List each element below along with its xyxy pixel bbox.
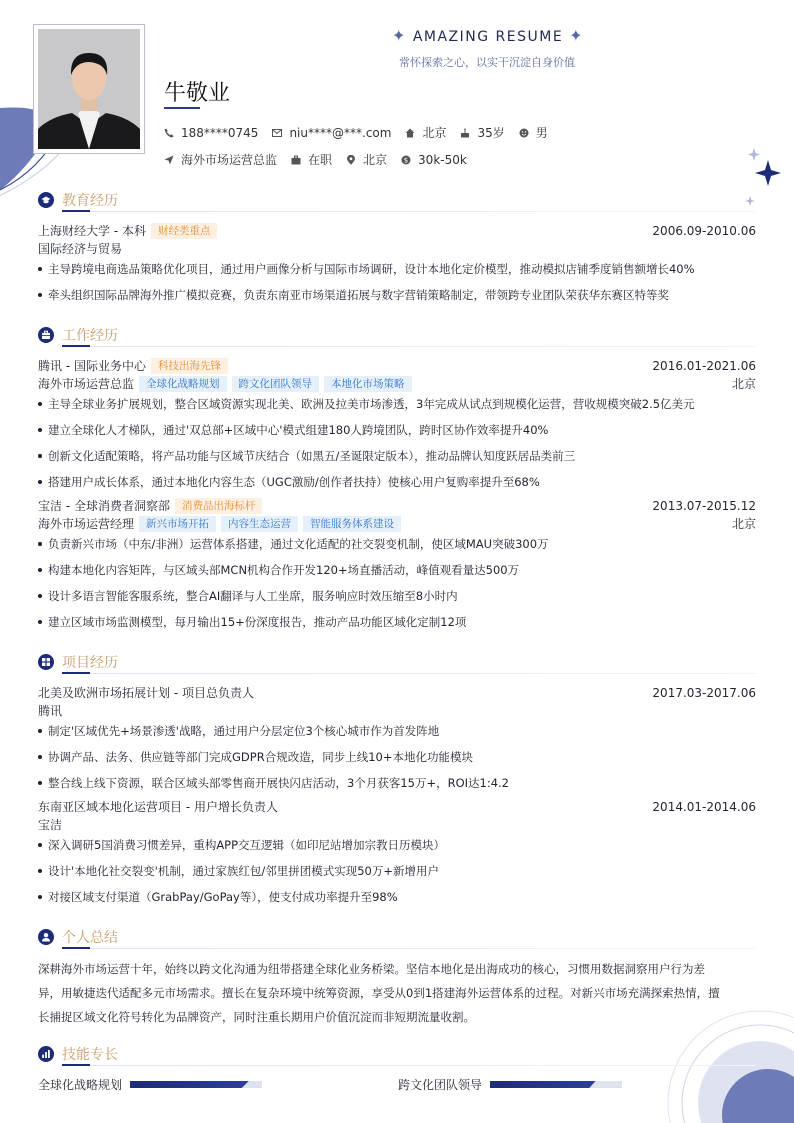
project-period: 2017.03-2017.06 — [652, 685, 756, 700]
target-city-item: 北京 — [346, 151, 387, 168]
project-icon — [38, 654, 54, 670]
section-divider-accent — [62, 672, 90, 674]
section-divider — [62, 1065, 756, 1066]
job-period: 2016.01-2021.06 — [652, 358, 756, 373]
section-divider-accent — [62, 210, 90, 212]
intention-row — [164, 151, 481, 168]
section-divider — [62, 346, 756, 347]
job-role: 海外市场运营经理 — [38, 517, 135, 531]
svg-text:$: $ — [403, 156, 409, 164]
project-bullet: 整合线上线下资源，联合区域头部零售商开展快闪店活动，3个月获客15万+，ROI达1:4.2 — [38, 775, 756, 791]
skill-tag: 跨文化团队领导 — [232, 376, 320, 392]
project-bullet: 协调产品、法务、供应链等部门完成GDPR合规改造，同步上线10+本地化功能模块 — [38, 749, 756, 765]
money-icon — [401, 155, 411, 165]
major-row — [38, 240, 756, 257]
age-item: 35岁 — [460, 124, 504, 141]
skill-item — [38, 1076, 262, 1093]
name-underline — [164, 107, 200, 109]
project-bullet: 制定'区域优先+场景渗透'战略，通过用户分层定位3个核心城市作为首发阵地 — [38, 723, 756, 739]
section-title: 技能专长 — [62, 1047, 118, 1063]
job-bullet: 主导全球业务扩展规划，整合区域资源实现北美、欧洲及拉美市场渗透，3年完成从试点到规模化运营，营收规模突破2.5亿美元 — [38, 396, 756, 412]
work-section-header — [38, 325, 118, 345]
project-org: 宝洁 — [38, 818, 63, 832]
skill-tag: 本地化市场策略 — [324, 376, 412, 392]
location-icon — [346, 155, 356, 165]
job-bullet: 构建本地化内容矩阵，与区域头部MCN机构合作开发120+场直播活动，峰值观看量达500万 — [38, 562, 756, 578]
section-divider-accent — [62, 947, 90, 949]
project-period: 2014.01-2014.06 — [652, 799, 756, 814]
skill-name: 全球化战略规划 — [38, 1078, 123, 1092]
mail-icon — [272, 128, 282, 138]
chart-icon — [38, 1046, 54, 1062]
project-header — [38, 684, 756, 701]
job-bullet: 创新文化适配策略，将产品功能与区域节庆结合（如黑五/圣诞限定版本），推动品牌认知度跃居品类前三 — [38, 448, 756, 464]
job-role: 海外市场运营总监 — [38, 377, 135, 391]
slogan: 常怀探索之心，以实干沉淀自身价值 — [399, 56, 575, 69]
briefcase-icon — [291, 155, 301, 165]
salary-item: $ 30k-50k — [401, 153, 467, 167]
summary-line: 深耕海外市场运营十年，始终以跨文化沟通为纽带搭建全球化业务桥梁。坚信本地化是出海成功的核心，习惯用数据洞察用户行为差 — [38, 962, 705, 976]
phone-icon — [164, 128, 174, 138]
job-location: 北京 — [731, 377, 756, 391]
city-item: 北京 — [405, 124, 446, 141]
company-tag: 科技出海先锋 — [151, 358, 228, 374]
company-tag: 消费品出海标杆 — [175, 498, 263, 514]
section-title: 个人总结 — [62, 930, 118, 946]
skill-level-fill — [130, 1081, 249, 1088]
skill-tag: 全球化战略规划 — [139, 376, 227, 392]
project-header — [38, 798, 756, 815]
skill-tag: 智能服务体系建设 — [303, 516, 401, 532]
school-name: 上海财经大学 - 本科 — [38, 224, 146, 238]
cake-icon — [460, 128, 470, 138]
job-bullet: 设计多语言智能客服系统，整合AI翻译与人工坐席，服务响应时效压缩至8小时内 — [38, 588, 756, 604]
section-divider — [62, 211, 756, 212]
job-bullet: 建立区域市场监测模型，每月输出15+份深度报告，推动产品功能区域化定制12项 — [38, 614, 756, 630]
project-org-row — [38, 816, 756, 833]
skill-tag: 内容生态运营 — [221, 516, 298, 532]
user-icon — [38, 929, 54, 945]
company-name: 腾讯 - 国际业务中心 — [38, 359, 146, 373]
section-divider — [62, 948, 756, 949]
project-bullet: 深入调研5国消费习惯差异，重构APP交互逻辑（如印尼站增加宗教日历模块） — [38, 837, 756, 853]
summary-section-header — [38, 927, 118, 947]
phone-item: 188****0745 — [164, 126, 258, 140]
project-bullet: 对接区域支付渠道（GrabPay/GoPay等），使支付成功率提升至98% — [38, 889, 756, 905]
summary-line: 异，用敏捷迭代适配多元市场需求。擅长在复杂环境中统筹资源，享受从0到1搭建海外运营体系的过程。对新兴市场充满探索热情，擅 — [38, 986, 720, 1000]
project-org: 腾讯 — [38, 704, 63, 718]
job-header — [38, 497, 756, 514]
section-title: 教育经历 — [62, 193, 118, 209]
skill-level-bar — [130, 1081, 262, 1088]
section-title: 工作经历 — [62, 328, 118, 344]
email-item: niu****@***.com — [272, 126, 391, 140]
section-divider-accent — [62, 1064, 90, 1066]
skill-level-bar — [490, 1081, 622, 1088]
job-bullet: 建立全球化人才梯队，通过'双总部+区域中心'模式组建180人跨境团队，跨时区协作效率提升40% — [38, 422, 756, 438]
status-item: 在职 — [291, 151, 332, 168]
send-icon — [164, 155, 174, 165]
company-name: 宝洁 - 全球消费者洞察部 — [38, 499, 170, 513]
work-icon — [38, 327, 54, 343]
profile-photo — [38, 29, 140, 149]
gender-item: 男 — [519, 124, 548, 141]
job-bullet: 搭建用户成长体系，通过本地化内容生态（UGC激励/创作者扶持）使核心用户复购率提升至68% — [38, 474, 756, 490]
school-tag: 财经类重点 — [151, 223, 218, 239]
skill-item — [398, 1076, 622, 1093]
education-bullet: 主导跨境电商选品策略优化项目，通过用户画像分析与国际市场调研，设计本地化定价模型，推动模拟店铺季度销售额增长40% — [38, 261, 756, 277]
job-role-row — [38, 375, 756, 392]
sparkle-icon: ✦ — [391, 26, 407, 45]
skill-name: 跨文化团队领导 — [398, 1078, 483, 1092]
project-name: 北美及欧洲市场拓展计划 - 项目总负责人 — [38, 686, 254, 700]
profile-photo-frame — [33, 24, 145, 154]
section-divider-accent — [62, 345, 90, 347]
major: 国际经济与贸易 — [38, 242, 123, 256]
candidate-name: 牛敬业 — [164, 81, 231, 106]
education-bullet: 牵头组织国际品牌海外推广模拟竞赛，负责东南亚市场渠道拓展与数字营销策略制定，带领跨专业团队荣获华东赛区特等奖 — [38, 287, 756, 303]
project-name: 东南亚区域本地化运营项目 - 用户增长负责人 — [38, 800, 278, 814]
contact-row — [164, 124, 562, 141]
project-section-header — [38, 652, 118, 672]
job-role-row — [38, 515, 756, 532]
graduation-icon — [38, 192, 54, 208]
education-section-header — [38, 190, 118, 210]
education-row — [38, 222, 756, 239]
sparkle-icon: ✦ — [569, 26, 585, 45]
position-item: 海外市场运营总监 — [164, 151, 277, 168]
education-period: 2006.09-2010.06 — [652, 223, 756, 238]
job-header — [38, 357, 756, 374]
job-bullet: 负责新兴市场（中东/非洲）运营体系搭建，通过文化适配的社交裂变机制，使区域MAU突破300万 — [38, 536, 756, 552]
job-period: 2013.07-2015.12 — [652, 498, 756, 513]
summary-text — [38, 957, 756, 1029]
gender-icon — [519, 128, 529, 138]
section-divider — [62, 673, 756, 674]
skill-tag: 新兴市场开拓 — [139, 516, 216, 532]
summary-line: 长捕捉区域文化符号转化为品牌资产，同时注重长期用户价值沉淀而非短期流量收割。 — [38, 1010, 475, 1024]
project-org-row — [38, 702, 756, 719]
job-location: 北京 — [731, 517, 756, 531]
skills-section-header — [38, 1044, 118, 1064]
home-icon — [405, 128, 415, 138]
section-title: 项目经历 — [62, 655, 118, 671]
project-bullet: 设计'本地化社交裂变'机制，通过家族红包/邻里拼团模式实现50万+新增用户 — [38, 863, 756, 879]
brand-title: ✦ AMAZING RESUME ✦ — [391, 26, 585, 45]
skill-level-fill — [490, 1081, 596, 1088]
